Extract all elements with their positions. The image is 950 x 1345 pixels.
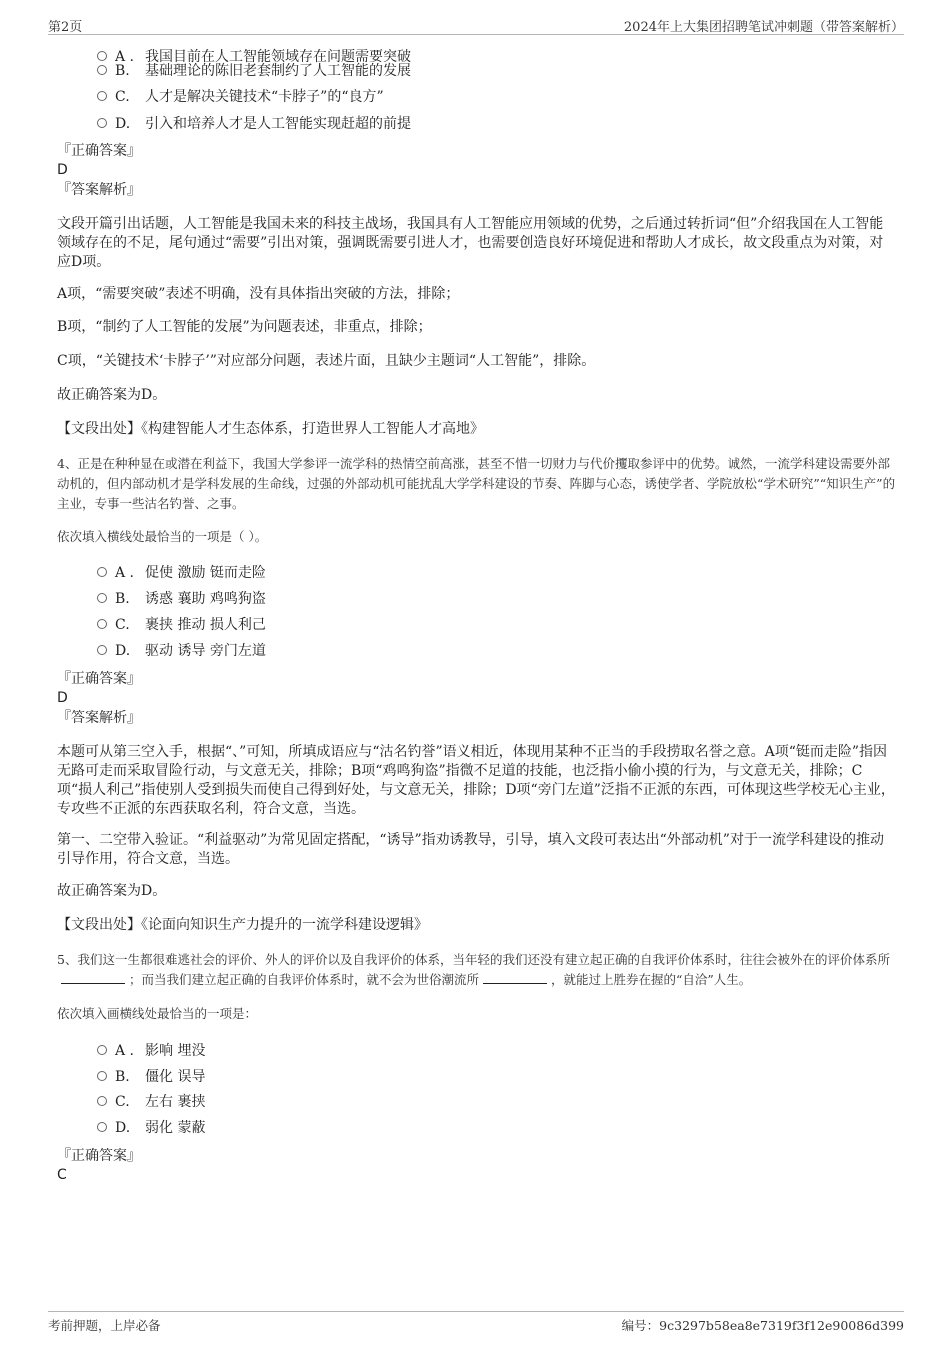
q4-option-c[interactable]: C. 裹挟 推动 损人利己	[97, 616, 266, 634]
radio-icon[interactable]	[97, 118, 107, 128]
radio-icon[interactable]	[97, 1122, 107, 1132]
q4-answer: D	[57, 690, 68, 706]
q3-option-d[interactable]: D. 引入和培养人才是人工智能实现赶超的前提	[97, 115, 411, 133]
q3-analysis-paragraph: 文段开篇引出话题，人工智能是我国未来的科技主战场，我国具有人工智能应用领域的优势，之后通过转折词“但”介绍我国在人工智能领域存在的不足，尾句通过“需要”引出对策，强调既需要引进人才，也需要创造良好环境促进和帮助人才成长，故文段重点为对策，对应D项。	[57, 216, 884, 270]
q4-option-a[interactable]: A . 促使 激励 铤而走险	[97, 564, 266, 582]
q4-option-b[interactable]: B. 诱惑 襄助 鸡鸣狗盗	[97, 590, 266, 608]
radio-icon[interactable]	[97, 1071, 107, 1081]
document-id: 编号：9c3297b58ea8e7319f3f12e90086d399	[621, 1318, 904, 1333]
q5-option-a[interactable]: A . 影响 埋没	[97, 1042, 205, 1060]
radio-icon[interactable]	[97, 567, 107, 577]
radio-icon[interactable]	[97, 593, 107, 603]
q5-answer: C	[57, 1167, 67, 1183]
q3-analysis-label: 『答案解析』	[57, 182, 141, 198]
q3-option-b[interactable]: B. 基础理论的陈旧老套制约了人工智能的发展	[97, 62, 411, 80]
q3-analysis-paragraph: A项，“需要突破”表述不明确，没有具体指出突破的方法，排除；	[57, 286, 460, 302]
q3-source: 【文段出处】《构建智能人才生态体系，打造世界人工智能人才高地》	[57, 421, 484, 437]
document-title: 2024年上大集团招聘笔试冲刺题（带答案解析）	[623, 20, 904, 35]
page-header	[48, 14, 904, 35]
radio-icon[interactable]	[97, 1045, 107, 1055]
fill-blank	[483, 971, 547, 984]
q4-option-d[interactable]: D. 驱动 诱导 旁门左道	[97, 642, 266, 660]
q4-analysis-paragraph: 故正确答案为D。	[57, 883, 167, 899]
q3-answer: D	[57, 162, 68, 178]
q5-answer-label: 『正确答案』	[57, 1148, 141, 1164]
page-footer	[48, 1311, 904, 1334]
q3-option-c[interactable]: C. 人才是解决关键技术“卡脖子”的“良方”	[97, 88, 384, 106]
q5-prompt: 依次填入画横线处最恰当的一项是：	[57, 1006, 258, 1021]
q4-source: 【文段出处】《论面向知识生产力提升的一流学科建设逻辑》	[57, 917, 428, 933]
q3-answer-label: 『正确答案』	[57, 143, 141, 159]
q4-answer-label: 『正确答案』	[57, 671, 141, 687]
radio-icon[interactable]	[97, 51, 107, 61]
radio-icon[interactable]	[97, 65, 107, 75]
radio-icon[interactable]	[97, 645, 107, 655]
q3-analysis-paragraph: C项，“关键技术‘卡脖子’”对应部分问题，表述片面，且缺少主题词“人工智能”，排除。	[57, 353, 596, 369]
q4-analysis-paragraph: 第一、二空带入验证。“利益驱动”为常见固定搭配，“诱导”指劝诱教导，引导，填入文段可表达出“外部动机”对于一流学科建设的推动引导作用，符合文意，当选。	[57, 832, 884, 867]
q3-analysis-paragraph: 故正确答案为D。	[57, 387, 167, 403]
q3-analysis-paragraph: B项，“制约了人工智能的发展”为问题表述，非重点，排除；	[57, 319, 432, 335]
q5-option-d[interactable]: D. 弱化 蒙蔽	[97, 1119, 205, 1137]
footer-slogan: 考前押题，上岸必备	[48, 1318, 161, 1333]
page-number: 第2页	[48, 20, 83, 35]
fill-blank	[61, 971, 125, 984]
q3-option-a[interactable]: A . 我国目前在人工智能领域存在问题需要突破	[97, 48, 411, 66]
q4-analysis-paragraph: 本题可从第三空入手，根据“、”可知，所填成语应与“沽名钓誉”语义相近，体现用某种不正当的手段捞取名誉之意。A项“铤而走险”指因无路可走而采取冒险行动，与文意无关，排除；B项“鸡鸣狗盗”指微不足道的技能，也泛指小偷小摸的行为，与文意无关，排除；C项“损人利己”指使别人受到损失而使自己得到好处，与文意无关，排除；D项“旁门左道”泛指不正派的东西，可体现这些学校无心主业，专攻些不正派的东西获取名利，符合文意，当选。	[57, 744, 895, 817]
q5-stem: 5、我们这一生都很难逃社会的评价、外人的评价以及自我评价的体系，当年轻的我们还没有建立起正确的自我评价体系时，往往会被外在的评价体系所；而当我们建立起正确的自我评价体系时，就不会为世俗潮流所 ，就能过上胜券在握的“自洽”人生。	[57, 952, 890, 987]
q4-stem: 4、正是在种种显在或潜在利益下，我国大学参评一流学科的热情空前高涨，甚至不惜一切财力与代价攫取参评中的优势。诚然，一流学科建设需要外部动机的，但内部动机才是学科发展的生命线，过强的外部动机可能扰乱大学学科建设的节奏、阵脚与心态，诱使学者、学院放松“学术研究”“知识生产”的主业，专事一些沽名钓誉、之事。	[57, 456, 896, 511]
q5-option-b[interactable]: B. 僵化 误导	[97, 1068, 205, 1086]
q4-prompt: 依次填入横线处最恰当的一项是（ ）。	[57, 529, 268, 544]
q4-analysis-label: 『答案解析』	[57, 710, 141, 726]
radio-icon[interactable]	[97, 619, 107, 629]
radio-icon[interactable]	[97, 91, 107, 101]
radio-icon[interactable]	[97, 1096, 107, 1106]
q5-option-c[interactable]: C. 左右 裹挟	[97, 1093, 205, 1111]
